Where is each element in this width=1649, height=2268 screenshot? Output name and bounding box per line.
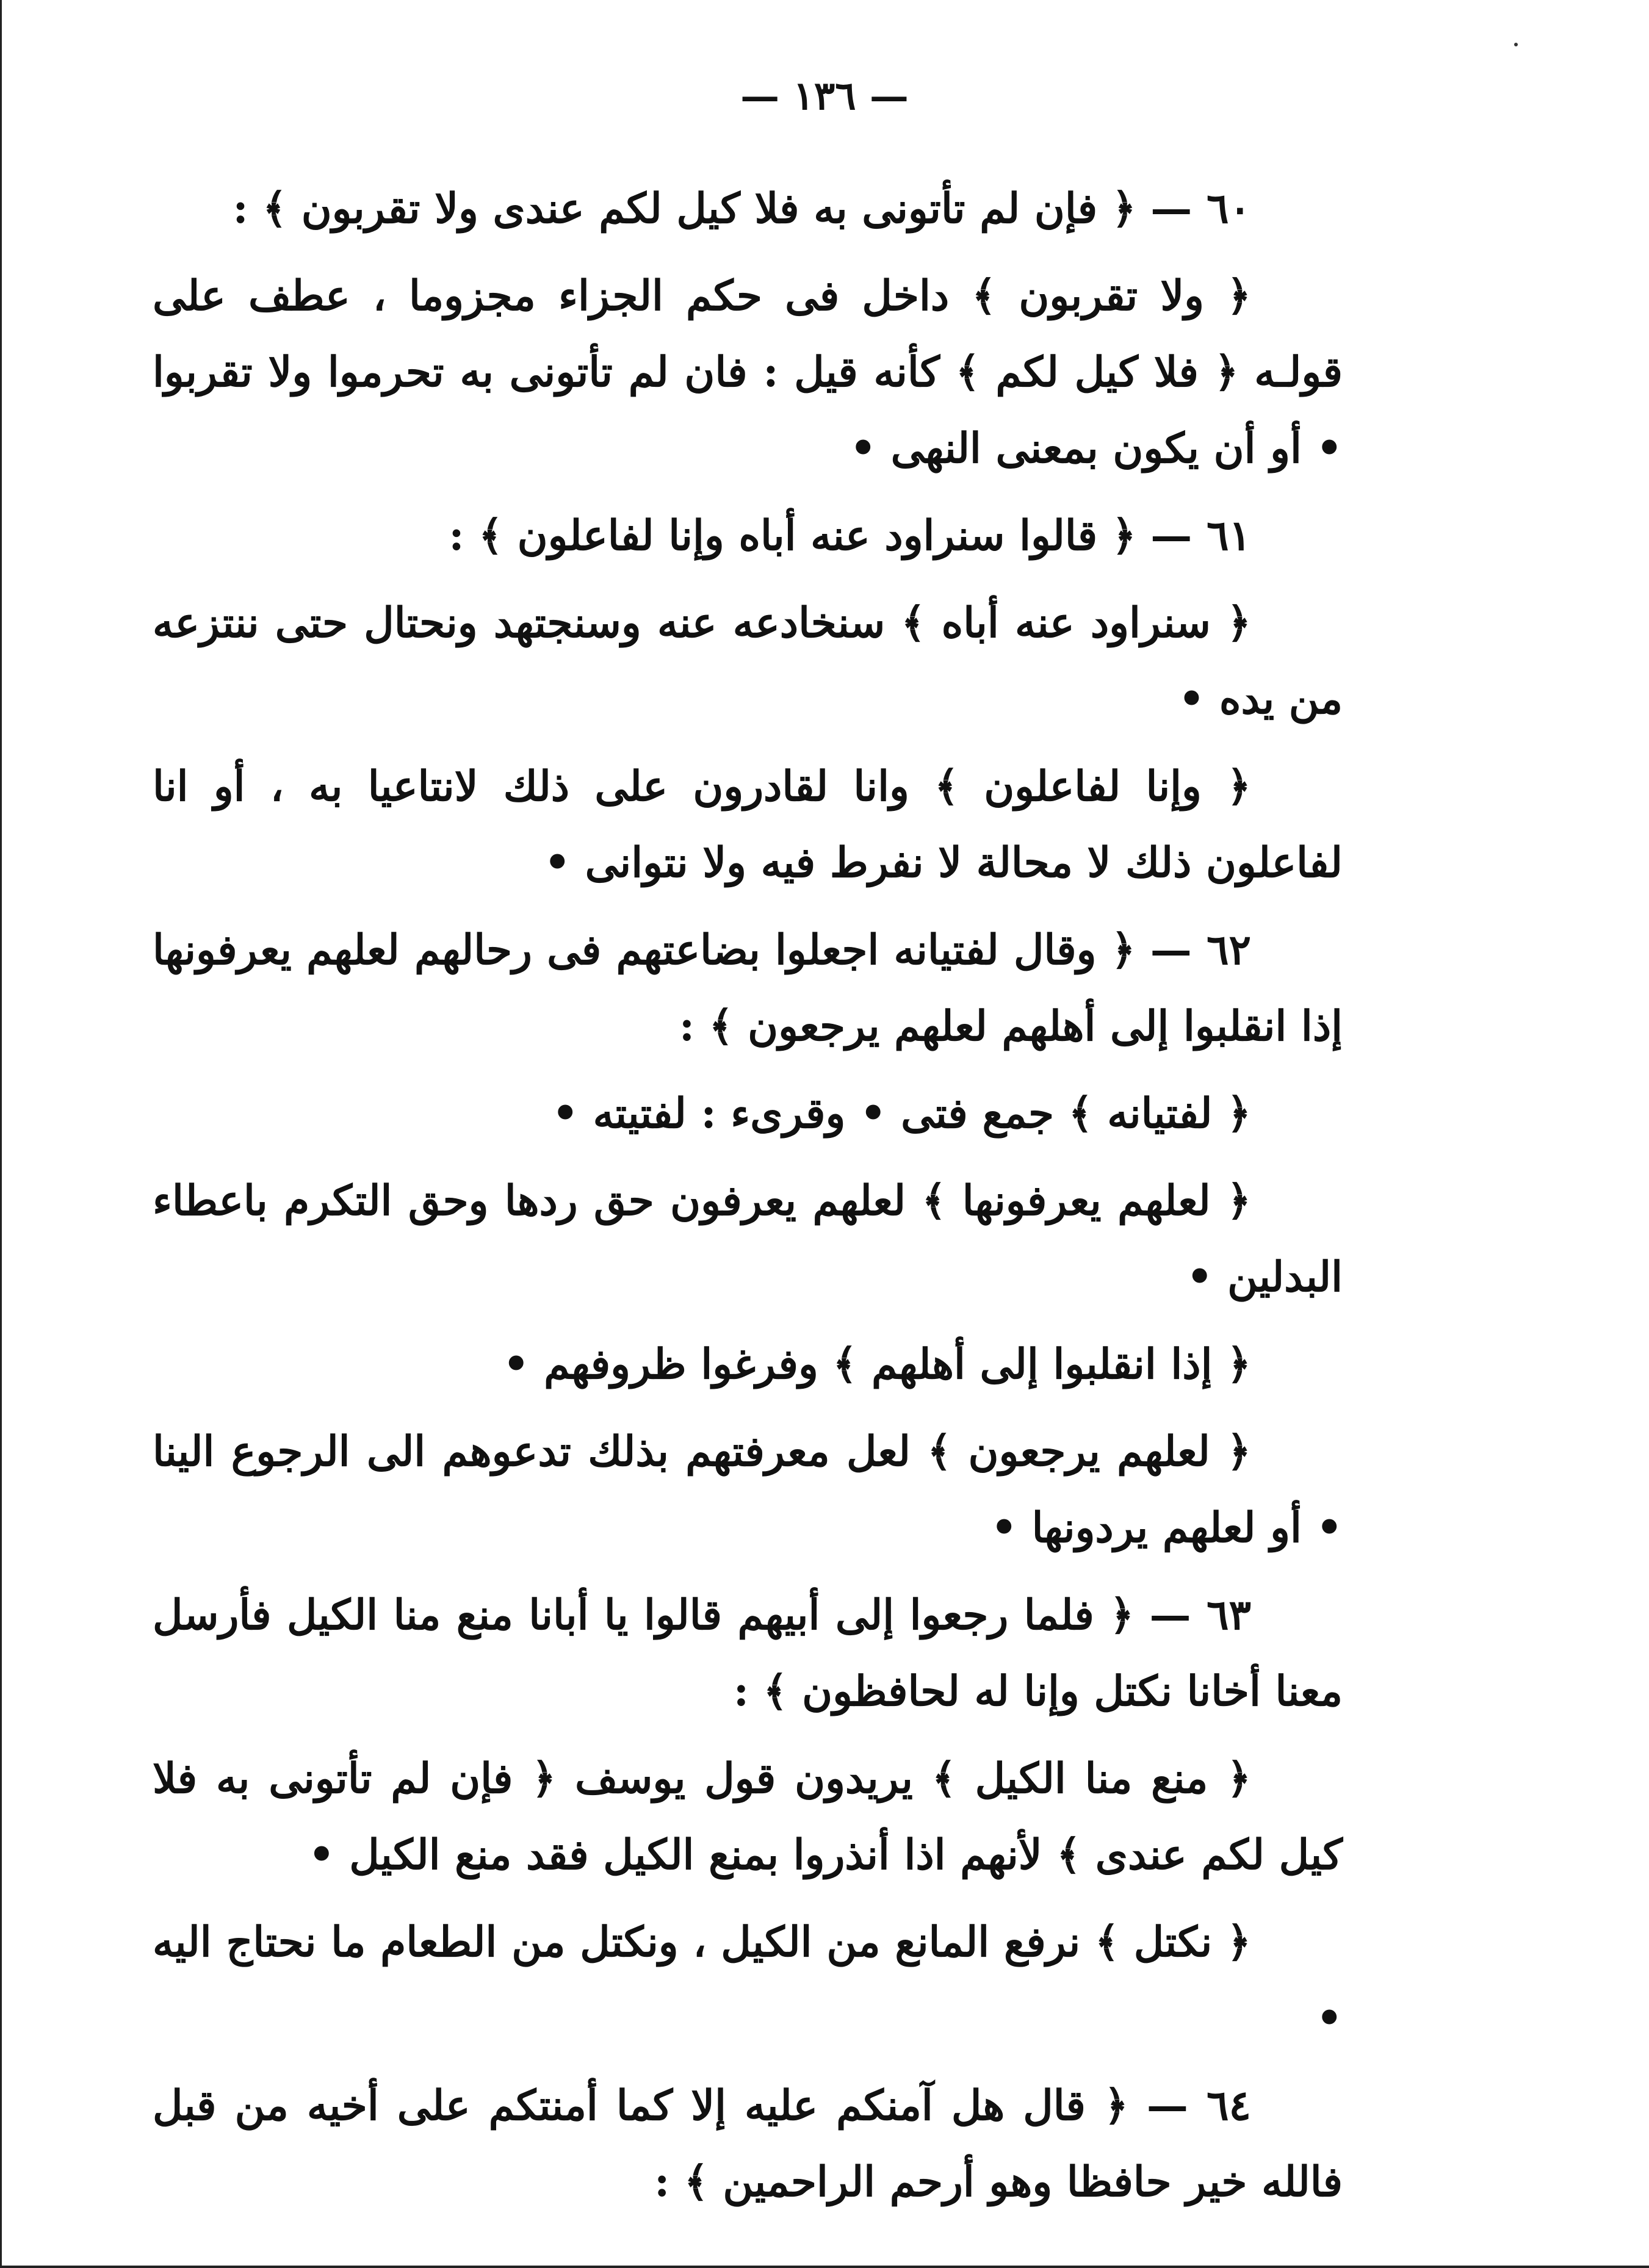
paragraph-verse-62: ٦٢ — ﴿ وقال لفتيانه اجعلوا بضاعتهم فى رحالهم لعلهم يعرفونها إذا انقلبوا إلى أهلهم لعلهم يرجعون ﴾ : [153, 926, 1343, 1051]
body-text [153, 171, 1343, 2231]
paragraph-commentary: ﴿ نكتل ﴾ نرفع المانع من الكيل ، ونكتل من الطعام ما نحتاج اليه • [153, 1918, 1343, 2043]
paragraph-commentary: ﴿ لعلهم يرجعون ﴾ لعل معرفتهم بذلك تدعوهم الى الرجوع الينا • أو لعلهم يردونها • [153, 1427, 1343, 1552]
scan-border-bottom [0, 2266, 1649, 2268]
paragraph-commentary: ﴿ لعلهم يعرفونها ﴾ لعلهم يعرفون حق ردها وحق التكرم باعطاء البدلين • [153, 1176, 1343, 1301]
page-number: — ١٣٦ — [740, 73, 909, 119]
paragraph-verse-60: ٦٠ — ﴿ فإن لم تأتونى به فلا كيل لكم عندى ولا تقربون ﴾ : [233, 184, 1251, 233]
scan-border-left [0, 0, 2, 2268]
paragraph-verse-64: ٦٤ — ﴿ قال هل آمنكم عليه إلا كما أمنتكم على أخيه من قبل فالله خير حافظا وهو أرحم الراحمين ﴾ : [153, 2081, 1343, 2206]
paragraph-commentary: ﴿ سنراود عنه أباه ﴾ سنخادعه عنه وسنجتهد ونحتال حتى ننتزعه من يده • [153, 599, 1343, 724]
paragraph-commentary: ﴿ ولا تقربون ﴾ داخل فى حكم الجزاء مجزوما ، عطف على قولـه ﴿ فلا كيل لكم ﴾ كأنه قيل : فان لم تأتونى به تحرموا ولا تقربوا • أو أن يكون بمعنى النهى • [153, 272, 1343, 473]
scan-speck [1514, 43, 1518, 46]
paragraph-commentary: ﴿ وإنا لفاعلون ﴾ وانا لقادرون على ذلك لانتاعيا به ، أو انا لفاعلون ذلك لا محالة لا نفرط فيه ولا نتوانى • [153, 762, 1343, 887]
paragraph-verse-63: ٦٣ — ﴿ فلما رجعوا إلى أبيهم قالوا يا أبانا منع منا الكيل فأرسل معنا أخانا نكتل وإنا له لحافظون ﴾ : [153, 1591, 1343, 1716]
paragraph-verse-61: ٦١ — ﴿ قالوا سنراود عنه أباه وإنا لفاعلون ﴾ : [449, 511, 1251, 560]
paragraph-commentary: ﴿ إذا انقلبوا إلى أهلهم ﴾ وفرغوا ظروفهم • [502, 1340, 1251, 1389]
paragraph-commentary: ﴿ منع منا الكيل ﴾ يريدون قول يوسف ﴿ فإن لم تأتونى به فلا كيل لكم عندى ﴾ لأنهم اذا أنذروا بمنع الكيل فقد منع الكيل • [153, 1754, 1343, 1879]
paragraph-commentary: ﴿ لفتيانه ﴾ جمع فتى • وقرىء : لفتيته • [552, 1089, 1251, 1138]
